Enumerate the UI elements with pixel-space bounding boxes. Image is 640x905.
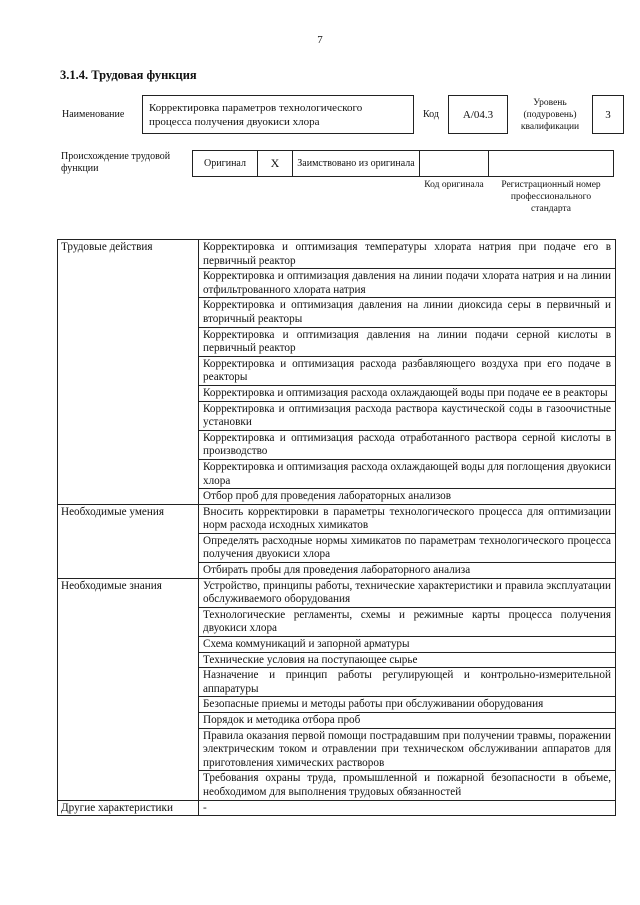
section-item: Корректировка и оптимизация расхода охлаждающей воды при подаче ее в реакторы [199,385,616,401]
section-item: Корректировка и оптимизация расхода раствора каустической соды в газоочистные установки [199,401,616,430]
section-item: Корректировка и оптимизация расхода разбавляющего воздуха при его подаче в реакторы [199,356,616,385]
section-item: Отбирать пробы для проведения лабораторного анализа [199,563,616,579]
section-item: Назначение и принцип работы регулирующей и контрольно-измерительной аппаратуры [199,668,616,697]
code-original-cell [420,151,489,177]
code-label: Код [423,109,439,120]
section-item: Технические условия на поступающее сырье [199,652,616,668]
function-details-table [57,239,616,816]
section-item: Устройство, принципы работы, технические характеристики и правила эксплуатации обслуживаемого оборудования [199,578,616,607]
name-value: Корректировка параметров технологического процесса получения двуокиси хлора [143,96,414,134]
section-item: Безопасные приемы и методы работы при обслуживании оборудования [199,697,616,713]
section-item: Технологические регламенты, схемы и режимные карты процесса получения двуокиси хлора [199,607,616,636]
origin-label: Происхождение трудовой функции [61,150,171,174]
table-row [58,240,616,269]
section-item: Корректировка и оптимизация давления на линии диоксида серы в первичный и вторичный реакторы [199,298,616,327]
table-row [58,578,616,607]
page-number: 7 [317,34,323,46]
table-row [58,504,616,533]
reg-number-cell [489,151,614,177]
original-mark: Х [258,151,293,177]
function-header-table [58,95,624,134]
section-item: Отбор проб для проведения лабораторных анализов [199,489,616,505]
section-label: Другие характеристики [58,800,199,816]
section-item: Корректировка и оптимизация давления на линии подачи хлората натрия и на линии отфильтрованного хлората натрия [199,269,616,298]
section-item: - [199,800,616,816]
section-label: Трудовые действия [58,240,199,505]
section-item: Определять расходные нормы химикатов по параметрам технологического процесса получения двуокиси хлора [199,533,616,562]
section-item: Правила оказания первой помощи пострадавшим при получении травмы, поражении электрическим током и отравлении при техническом обслуживании аппаратов для приготовления химических растворов [199,728,616,771]
borrowed-label: Заимствовано из оригинала [293,151,420,177]
level-value: 3 [593,96,624,134]
section-item: Схема коммуникаций и запорной арматуры [199,637,616,653]
section-label: Необходимые умения [58,504,199,578]
section-item: Порядок и методика отбора проб [199,713,616,729]
section-item: Корректировка и оптимизация расхода охлаждающей воды для поглощения двуокиси хлора [199,459,616,488]
section-item: Корректировка и оптимизация температуры хлората натрия при подаче его в первичный реактор [199,240,616,269]
section-label: Необходимые знания [58,578,199,800]
section-item: Требования охраны труда, промышленной и пожарной безопасности в объеме, необходимом для выполнения трудовых обязанностей [199,771,616,800]
original-label: Оригинал [193,151,258,177]
section-title: 3.1.4. Трудовая функция [60,68,197,82]
code-original-caption: Код оригинала [424,180,484,190]
reg-number-caption: Регистрационный номер профессионального стандарта [501,180,601,214]
table-row [58,800,616,816]
origin-table [58,150,614,215]
section-item: Корректировка и оптимизация расхода отработанного раствора серной кислоты в производство [199,430,616,459]
section-item: Вносить корректировки в параметры технологического процесса для оптимизации норм расхода исходных химикатов [199,504,616,533]
section-item: Корректировка и оптимизация давления на линии подачи серной кислоты в первичный реактор [199,327,616,356]
level-label: Уровень (подуровень) квалификации [520,97,580,132]
name-label: Наименование [62,109,125,120]
code-value: А/04.3 [449,96,508,134]
